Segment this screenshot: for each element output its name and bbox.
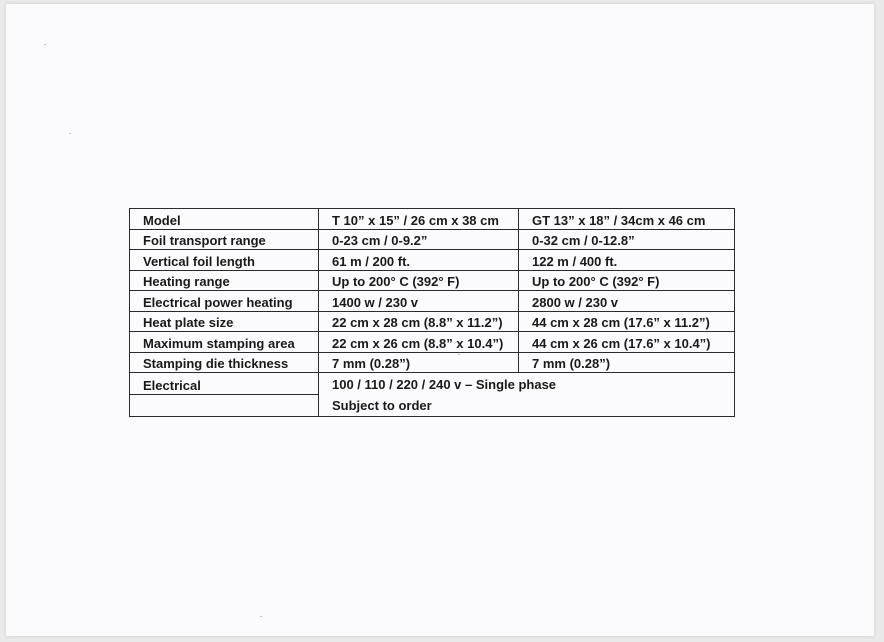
spec-value-t: 1400 w / 230 v	[319, 291, 519, 312]
spec-label: Foil transport range	[130, 229, 319, 250]
electrical-value	[319, 373, 735, 417]
spec-label: Electrical	[130, 373, 319, 395]
spec-label: Maximum stamping area	[130, 332, 319, 353]
table-row	[130, 352, 735, 373]
table-row	[130, 229, 735, 250]
table-row	[130, 332, 735, 353]
spec-value-t: 22 cm x 26 cm (8.8” x 10.4”)	[319, 332, 519, 353]
spec-value-gt: GT 13” x 18” / 34cm x 46 cm	[519, 209, 735, 230]
spec-value-t: 61 m / 200 ft.	[319, 250, 519, 271]
spec-value-t: 7 mm (0.28”)	[319, 352, 519, 373]
spec-label: Electrical power heating	[130, 291, 319, 312]
spec-value-gt: Up to 200° C (392° F)	[519, 270, 735, 291]
spec-value-gt: 44 cm x 28 cm (17.6” x 11.2”)	[519, 311, 735, 332]
electrical-voltage: 100 / 110 / 220 / 240 v – Single phase	[332, 377, 557, 392]
empty-cell	[130, 395, 319, 417]
electrical-note: Subject to order	[332, 397, 432, 413]
spec-value-t: 0-23 cm / 0-9.2”	[319, 229, 519, 250]
spec-value-t: T 10” x 15” / 26 cm x 38 cm	[319, 209, 519, 230]
table-row-electrical	[130, 373, 735, 395]
scan-speck	[69, 133, 71, 134]
scan-speck	[260, 616, 262, 617]
spec-value-gt: 7 mm (0.28”)	[519, 352, 735, 373]
scan-speck	[44, 44, 46, 45]
table-row	[130, 270, 735, 291]
table-row	[130, 250, 735, 271]
table-row	[130, 291, 735, 312]
table-row	[130, 311, 735, 332]
spec-label: Stamping die thickness	[130, 352, 319, 373]
spec-label: Vertical foil length	[130, 250, 319, 271]
spec-label: Heat plate size	[130, 311, 319, 332]
spec-value-gt: 2800 w / 230 v	[519, 291, 735, 312]
specifications-table	[129, 208, 735, 417]
spec-value-gt: 44 cm x 26 cm (17.6” x 10.4”)	[519, 332, 735, 353]
table-row	[130, 209, 735, 230]
spec-value-t: Up to 200° C (392° F)	[319, 270, 519, 291]
spec-value-gt: 0-32 cm / 0-12.8”	[519, 229, 735, 250]
spec-value-t: 22 cm x 28 cm (8.8” x 11.2”)	[319, 311, 519, 332]
spec-label: Heating range	[130, 270, 319, 291]
spec-value-gt: 122 m / 400 ft.	[519, 250, 735, 271]
spec-label: Model	[130, 209, 319, 230]
